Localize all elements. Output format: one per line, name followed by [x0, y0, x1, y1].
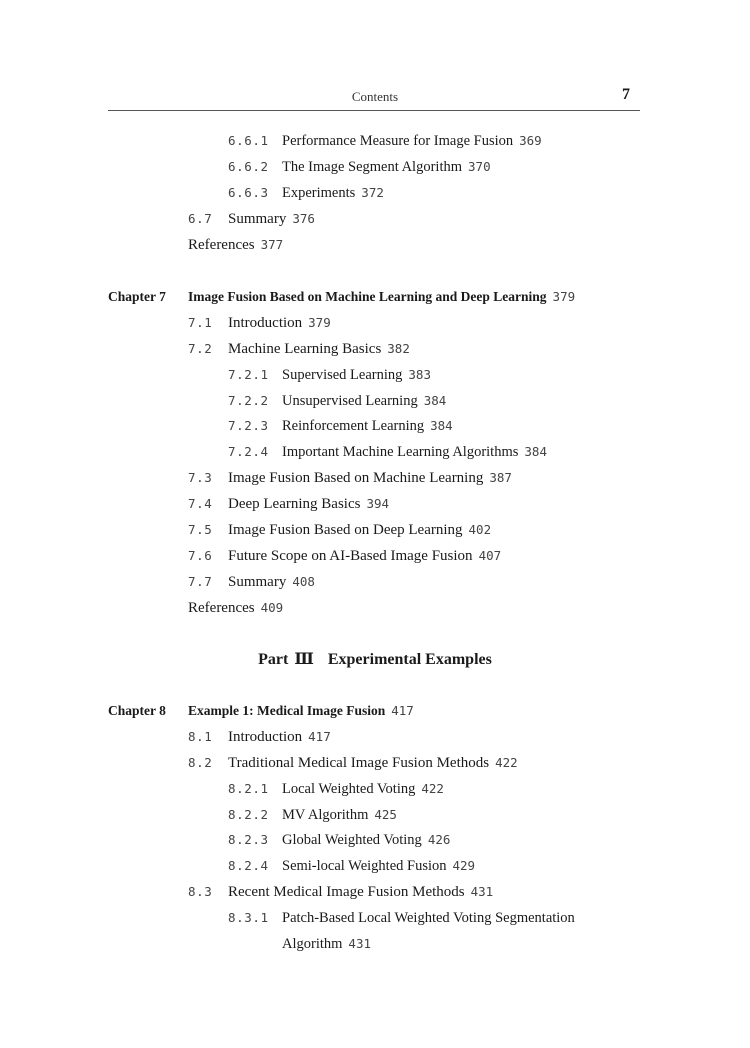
- toc-entry: 7.7 Summary 408: [188, 574, 315, 590]
- toc-entry: 8.3.1 Patch-Based Local Weighted Voting Segmentation: [228, 910, 575, 926]
- toc-entry: 7.4 Deep Learning Basics 394: [188, 496, 390, 512]
- toc-entry: 6.6.1 Performance Measure for Image Fusion 369: [228, 133, 542, 149]
- toc-entry-continuation: Algorithm 431: [282, 936, 371, 952]
- part-heading: Part Ⅲ Experimental Examples: [258, 651, 492, 668]
- running-header-title: Contents: [351, 89, 399, 104]
- toc-entry: 7.3 Image Fusion Based on Machine Learning 387: [188, 470, 512, 486]
- chapter-heading: Chapter 8 Example 1: Medical Image Fusion 417: [108, 703, 414, 718]
- toc-entry: 8.2 Traditional Medical Image Fusion Methods 422: [188, 755, 518, 771]
- toc-entry: 7.2.4 Important Machine Learning Algorithms 384: [228, 444, 547, 460]
- toc-entry: 6.7 Summary 376: [188, 211, 315, 227]
- toc-entry: 7.2.2 Unsupervised Learning 384: [228, 393, 447, 409]
- toc-entry: 8.2.2 MV Algorithm 425: [228, 807, 397, 823]
- toc-references: References 377: [188, 237, 284, 253]
- header-divider: [108, 110, 640, 111]
- toc-entry: 6.6.3 Experiments 372: [228, 185, 384, 201]
- toc-entry: 7.2.1 Supervised Learning 383: [228, 367, 431, 383]
- toc-entry: 7.2 Machine Learning Basics 382: [188, 341, 410, 357]
- toc-entry: 8.1 Introduction 417: [188, 729, 331, 745]
- toc-entry: 7.6 Future Scope on AI-Based Image Fusion 407: [188, 548, 502, 564]
- toc-references: References 409: [188, 600, 284, 616]
- toc-entry: 7.5 Image Fusion Based on Deep Learning 402: [188, 522, 492, 538]
- toc-entry: 8.2.4 Semi-local Weighted Fusion 429: [228, 858, 476, 874]
- toc-entry: 8.2.1 Local Weighted Voting 422: [228, 781, 444, 797]
- chapter-heading: Chapter 7 Image Fusion Based on Machine Learning and Deep Learning 379: [108, 289, 576, 304]
- page-number: 7: [622, 86, 630, 103]
- toc-entry: 6.6.2 The Image Segment Algorithm 370: [228, 159, 491, 175]
- toc-entry: 8.2.3 Global Weighted Voting 426: [228, 832, 451, 848]
- toc-entry: 8.3 Recent Medical Image Fusion Methods 431: [188, 884, 494, 900]
- toc-entry: 7.2.3 Reinforcement Learning 384: [228, 418, 453, 434]
- toc-entry: 7.1 Introduction 379: [188, 315, 331, 331]
